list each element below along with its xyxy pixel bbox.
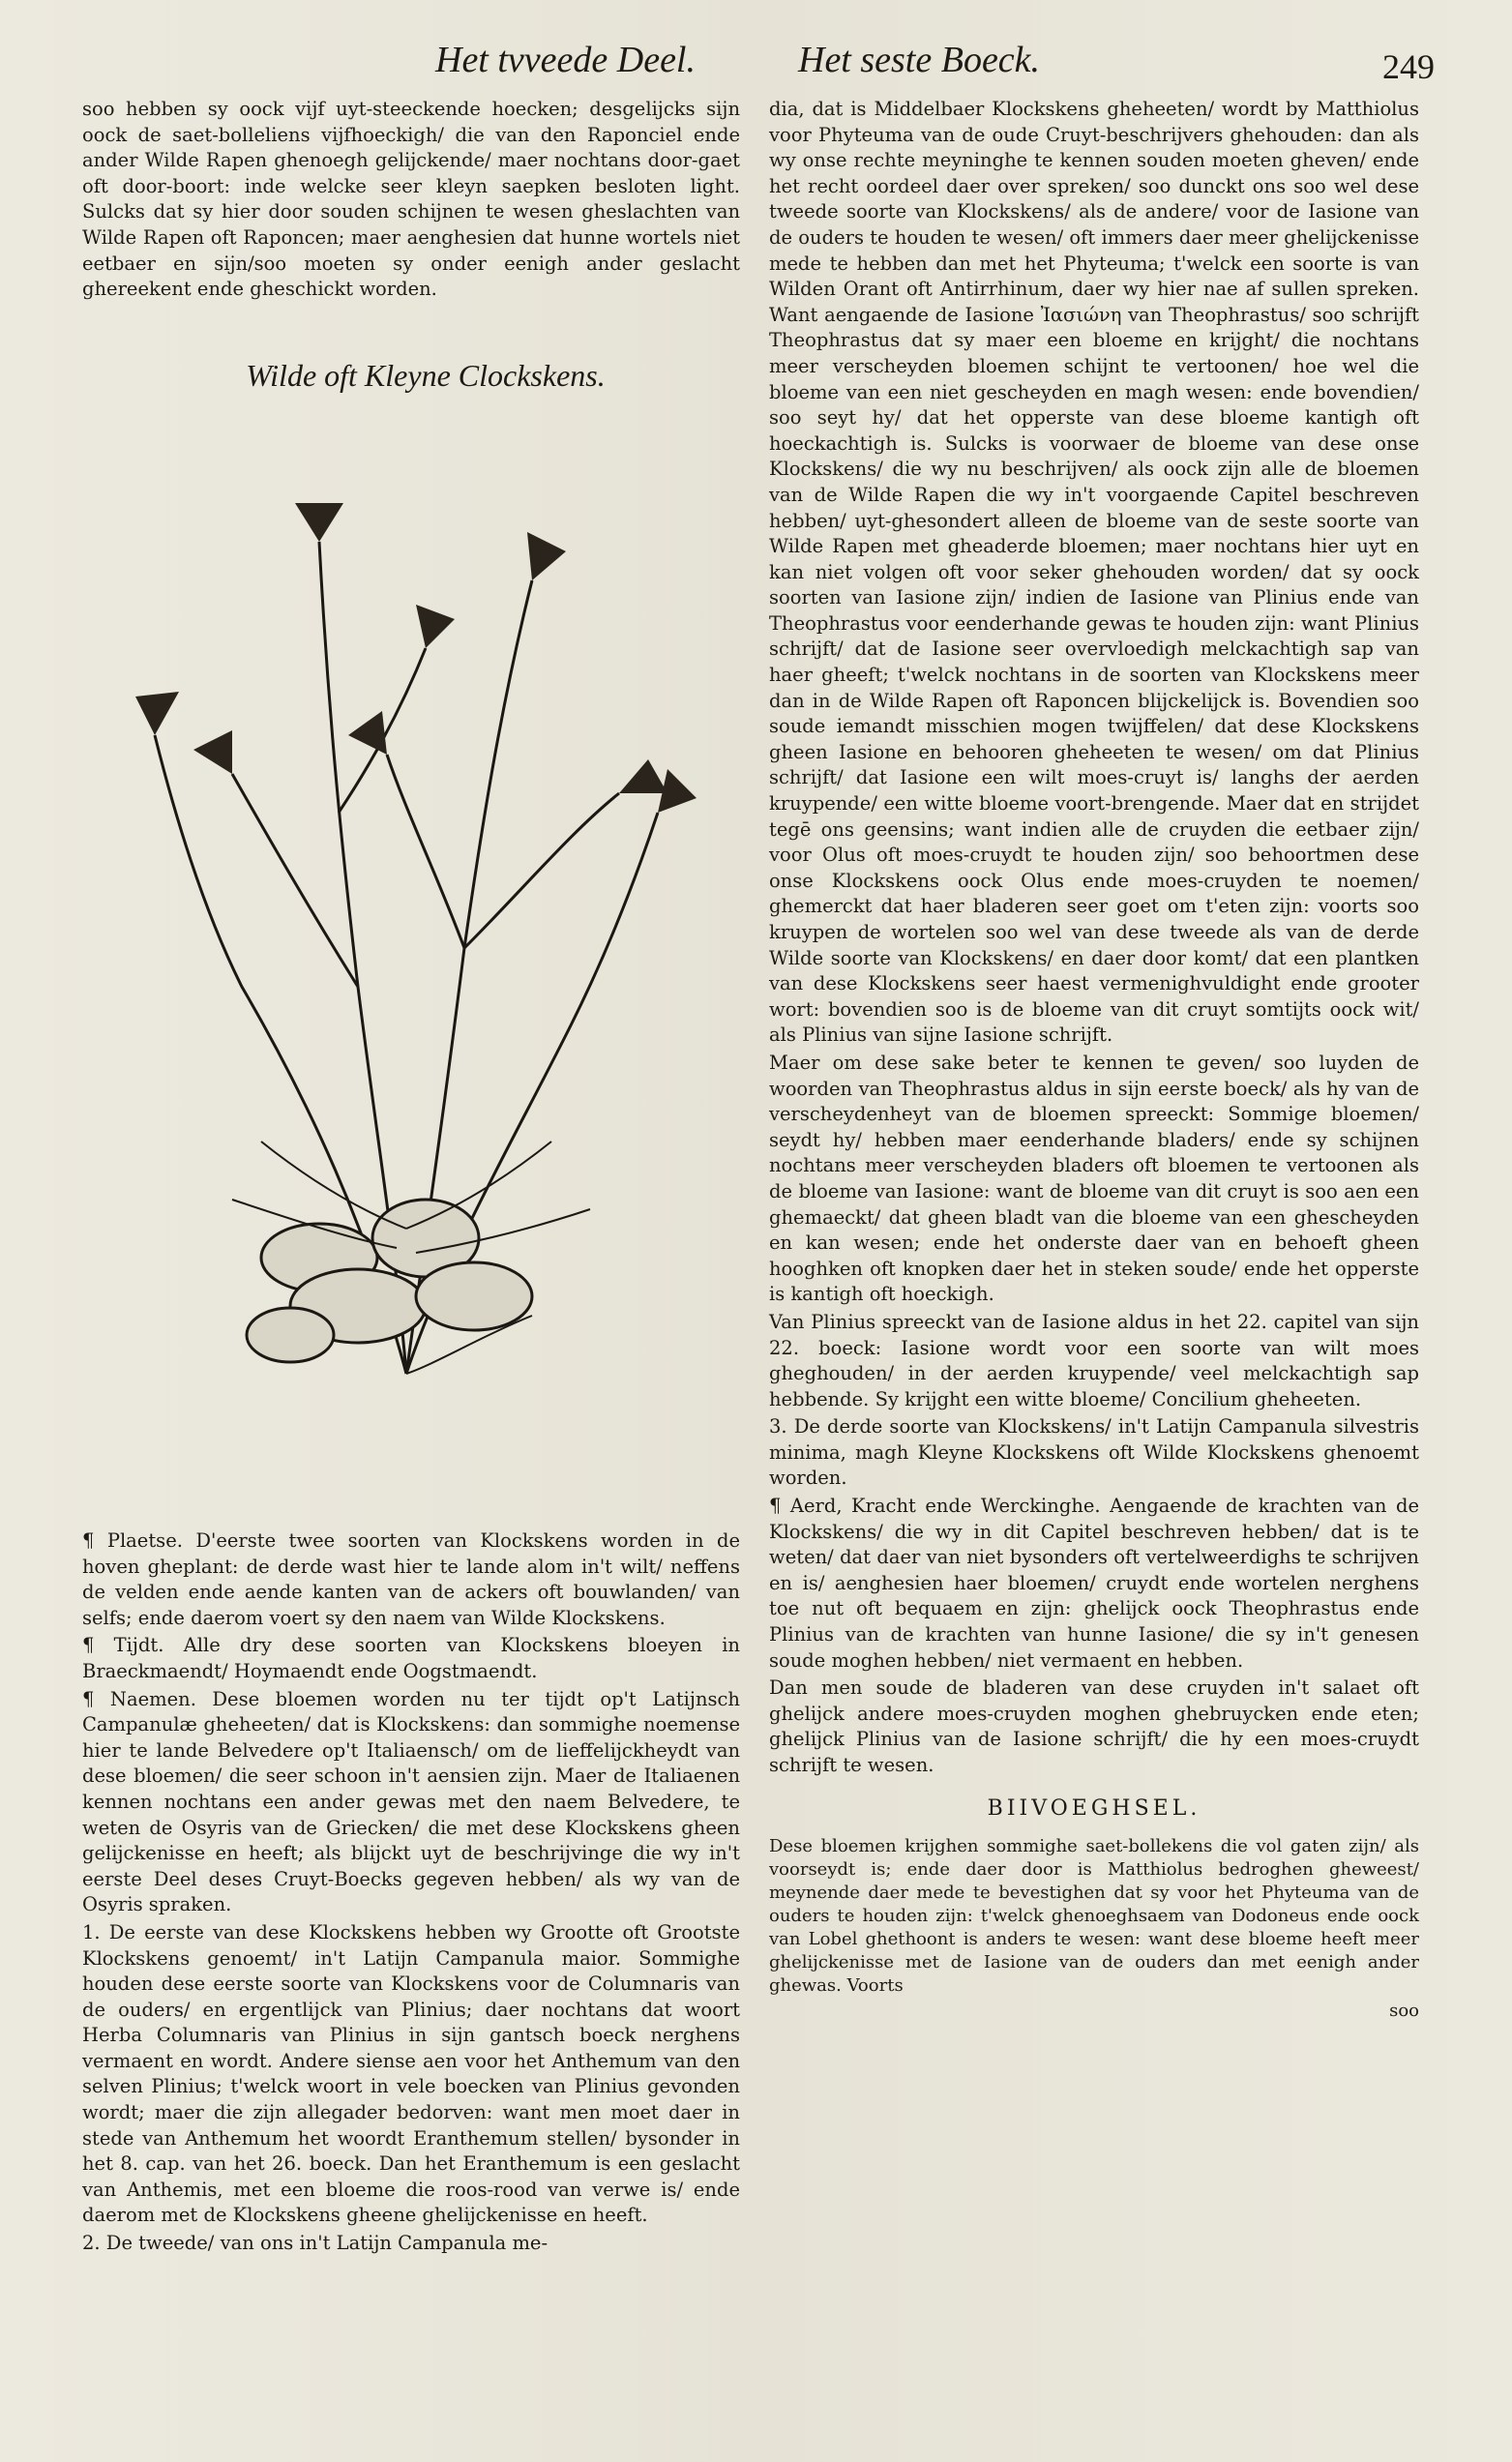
left-paragraph: ¶ Plaetse. D'eerste twee soorten van Klockskens worden in de hoven gheplant: de derde wast hier te lande alom in't wilt/ neffens de velden ende aende kanten van de ackers oft bouwlanden/ van selfs; ende daerom voert sy den naem van Wilde Klockskens. [82, 1529, 740, 1629]
running-head-right: Het seste Boeck. [798, 40, 1041, 80]
right-paragraph: 3. De derde soorte van Klockskens/ in't Latijn Campanula silvestris minima, magh Kleyne Klockskens oft Wilde Klockskens ghenoemt worden. [769, 1415, 1419, 1490]
catchword: soo [1389, 2001, 1419, 2022]
page-number: 249 [1382, 47, 1435, 86]
supplement-paragraph: Dese bloemen krijghen sommighe saet-bollekens die vol gaten zijn/ als voorseydt is; ende daer door is Matthiolus bedroghen gheweest/ meynende daer mede te bevestighen dat sy voor het Phyteuma van de ouders te houden zijn: t'welck ghenoeghsaem van Dodoneus ende oock van Lobel ghethoont is anders te wesen: want dese bloeme heeft meer ghelijckenisse met de Iasione van de ouders dan met eenigh ander ghewas. Voorts [769, 1836, 1419, 1997]
supplement-heading: BIIVOEGHSEL. [987, 1795, 1201, 1821]
figure-caption: Wilde oft Kleyne Clockskens. [246, 358, 606, 393]
right-paragraph: ¶ Aerd, Kracht ende Werckinghe. Aengaende de krachten van de Klockskens/ die wy in dit Capitel beschreven hebben/ dat is te weten/ dat daer van niet bysonders oft vertelweerdighs te schrijven en is/ aenghesien haer bloemen/ cruydt ende wortelen nerghens toe nut oft bequaem en zijn: ghelijck oock Theophrastus ende Plinius van de krachten van hunne Iasione/ die sy in't genesen soude moghen hebben/ niet vermaent en hebben. [769, 1495, 1419, 1672]
running-head-left: Het tvveede Deel. [435, 40, 696, 80]
bellflower-woodcut-illustration [116, 406, 697, 1393]
left-paragraph: soo hebben sy oock vijf uyt-steeckende hoecken; desgelijcks sijn oock de saet-bolleliens vijfhoeckigh/ die van den Raponciel ende ander Wilde Rapen ghenoegh gelijckende/ maer nochtans door-gaet oft door-boort: inde welcke seer kleyn saepken besloten light. Sulcks dat sy hier door souden schijnen te wesen gheslachten van Wilde Rapen oft Raponcen; maer aenghesien dat hunne wortels niet eetbaer en sijn/soo moeten sy onder eenigh ander geslacht ghereekent ende gheschickt worden. [82, 98, 740, 301]
left-paragraph: ¶ Tijdt. Alle dry dese soorten van Klockskens bloeyen in Braeckmaendt/ Hoymaendt ende Oogstmaendt. [82, 1634, 740, 1682]
right-column [769, 97, 1419, 2023]
right-paragraph: Dan men soude de bladeren van dese cruyden in't salaet oft ghelijck andere moes-cruyden moghen ghebruycken ende eten; ghelijck Plinius van de Iasione schrijft/ die hy een moes-cruydt schrijft te wesen. [769, 1676, 1419, 1776]
left-paragraph: 2. De tweede/ van ons in't Latijn Campanula me- [82, 2232, 548, 2255]
right-paragraph: Maer om dese sake beter te kennen te geven/ soo luyden de woorden van Theophrastus aldus in sijn eerste boeck/ als hy van de verscheydenheyt van de bloemen spreeckt: Sommige bloemen/ seydt hy/ hebben maer eenderhande bladers/ ende sy schijnen nochtans meer verscheyden bladers oft bloemen te vertoonen als de bloeme van Iasione: want de bloeme van dit cruyt is soo aen een ghemaeckt/ dat gheen bladt van die bloeme van een ghescheyden en kan wesen; ende het onderste daer van en behoeft gheen hooghken oft knopken daer het in steken soude/ ende het opperste is kantigh oft hoeckigh. [769, 1051, 1419, 1306]
left-paragraph: ¶ Naemen. Dese bloemen worden nu ter tijdt op't Latijnsch Campanulæ gheheeten/ dat is Klockskens: dan sommighe noemense hier te lande Belvedere op't Italiaensch/ om de lieffelijckheydt van dese bloemen/ die seer schoon in't aensien zijn. Maer de Italiaenen kennen nochtans een ander gewas met den naem Belvedere, te weten de Osyris van de Griecken/ die met dese Klockskens gheen gelijckenisse en heeft; als blijckt uyt de beschrijvinge die wy in't eerste Deel deses Cruyt-Boecks gegeven hebben/ als wy van de Osyris spraken. [82, 1687, 740, 1916]
right-paragraph: dia, dat is Middelbaer Klockskens gheheeten/ wordt by Matthiolus voor Phyteuma van de oude Cruyt-beschrijvers ghehouden: dan als wy onse rechte meyninghe te kennen souden moeten gheven/ ende het recht oordeel daer over spreken/ soo dunckt ons soo wel dese tweede soorte van Klockskens/ als de andere/ voor de Iasione van de ouders te houden te wesen/ oft immers daer meer ghelijckenisse mede te hebben dan met het Phyteuma; t'welck een soorte is van Wilden Orant oft Antirrhinum, daer wy hier nae af sullen spreken. Want aengaende de Iasione Ἰασιώνη van Theophrastus/ soo schrijft Theophrastus dat sy maer een bloeme en krijght/ die nochtans meer verscheyden bloemen schijnt te vertoonen/ hoe wel die bloeme van een niet gescheyden en magh wesen: ende bovendien/ soo seyt hy/ dat het opperste van dese bloeme kantigh oft hoeckachtigh is. Sulcks is voorwaer de bloeme van dese onse Klockskens/ die wy nu beschrijven/ als oock zijn alle de bloemen van de Wilde Rapen die wy in't voorgaende Capitel beschreven hebben/ uyt-ghesondert alleen de bloeme van de seste soorte van Wilde Rapen met gheaderde bloemen; maer nochtans hier uyt en kan niet volgen oft voor seker ghehouden worden/ dat sy oock soorten van Iasione zijn/ indien de Iasione van Plinius ende van Theophrastus voor eenderhande gewas te houden zijn: want Plinius schrijft/ dat de Iasione seer overvloedigh melckachtigh sap van haer gheeft; t'welck nochtans in de soorten van Klockskens meer dan in de Wilde Rapen oft Raponcen blijckelijck is. Bovendien soo soude iemandt misschien mogen twijffelen/ dat dese Klockskens gheen Iasione en behooren gheheeten te wesen/ om dat Plinius schrijft/ dat Iasione een wilt moes-cruyt is/ langhs der aerden kruypende/ een witte bloeme voort-brengende. Maer dat en strijdet tegē ons geensins; want indien alle de cruyden die eetbaer zijn/ voor Olus oft moes-cruydt te houden zijn/ soo behoortmen dese onse Klockskens oock Olus ende moes-cruyden te noemen/ ghemerckt dat haer bladeren seer goet om t'eten zijn: voorts soo kruypen de wortelen soo wel van dese tweede als van de derde Wilde soorte van Klockskens/ en daer door komt/ dat een plantken van dese Klockskens seer haest vermenighvuldight ende grooter wort: bovendien soo is de bloeme van dit cruyt somtijts oock wit/ als Plinius van sijne Iasione schrijft. [769, 98, 1419, 1047]
left-paragraph: 1. De eerste van dese Klockskens hebben wy Grootte oft Grootste Klockskens genoemt/ in't Latijn Campanula maior. Sommighe houden dese eerste soorte van Klockskens voor de Columnaris van de ouders/ en ergentlijck van Plinius; daer nochtans dat woort Herba Columnaris van Plinius in sijn gantsch boeck nerghens vermaent en wordt. Andere siense aen voor het Anthemum van den selven Plinius; t'welck woort in vele boecken van Plinius gevonden wordt; maer die zijn allegader bedorven: want men moet daer in stede van Anthemum het woordt Eranthemum stellen/ bysonder in het 8. cap. van het 26. boeck. Dan het Eranthemum is een geslacht van Anthemis, met een bloeme die roos-rood van verwe is/ ende daerom met de Klockskens gheene ghelijckenisse en heeft. [82, 1920, 740, 2227]
left-column-lower [82, 1528, 740, 2259]
right-paragraph: Van Plinius spreeckt van de Iasione aldus in het 22. capitel van sijn 22. boeck: Iasione wordt voor een soorte van wilt moes gheghouden/ in der aerden kruypende/ veel melckachtigh sap hebbende. Sy krijght een witte bloeme/ Concilium gheheeten. [769, 1310, 1419, 1410]
left-column-top [82, 97, 740, 305]
